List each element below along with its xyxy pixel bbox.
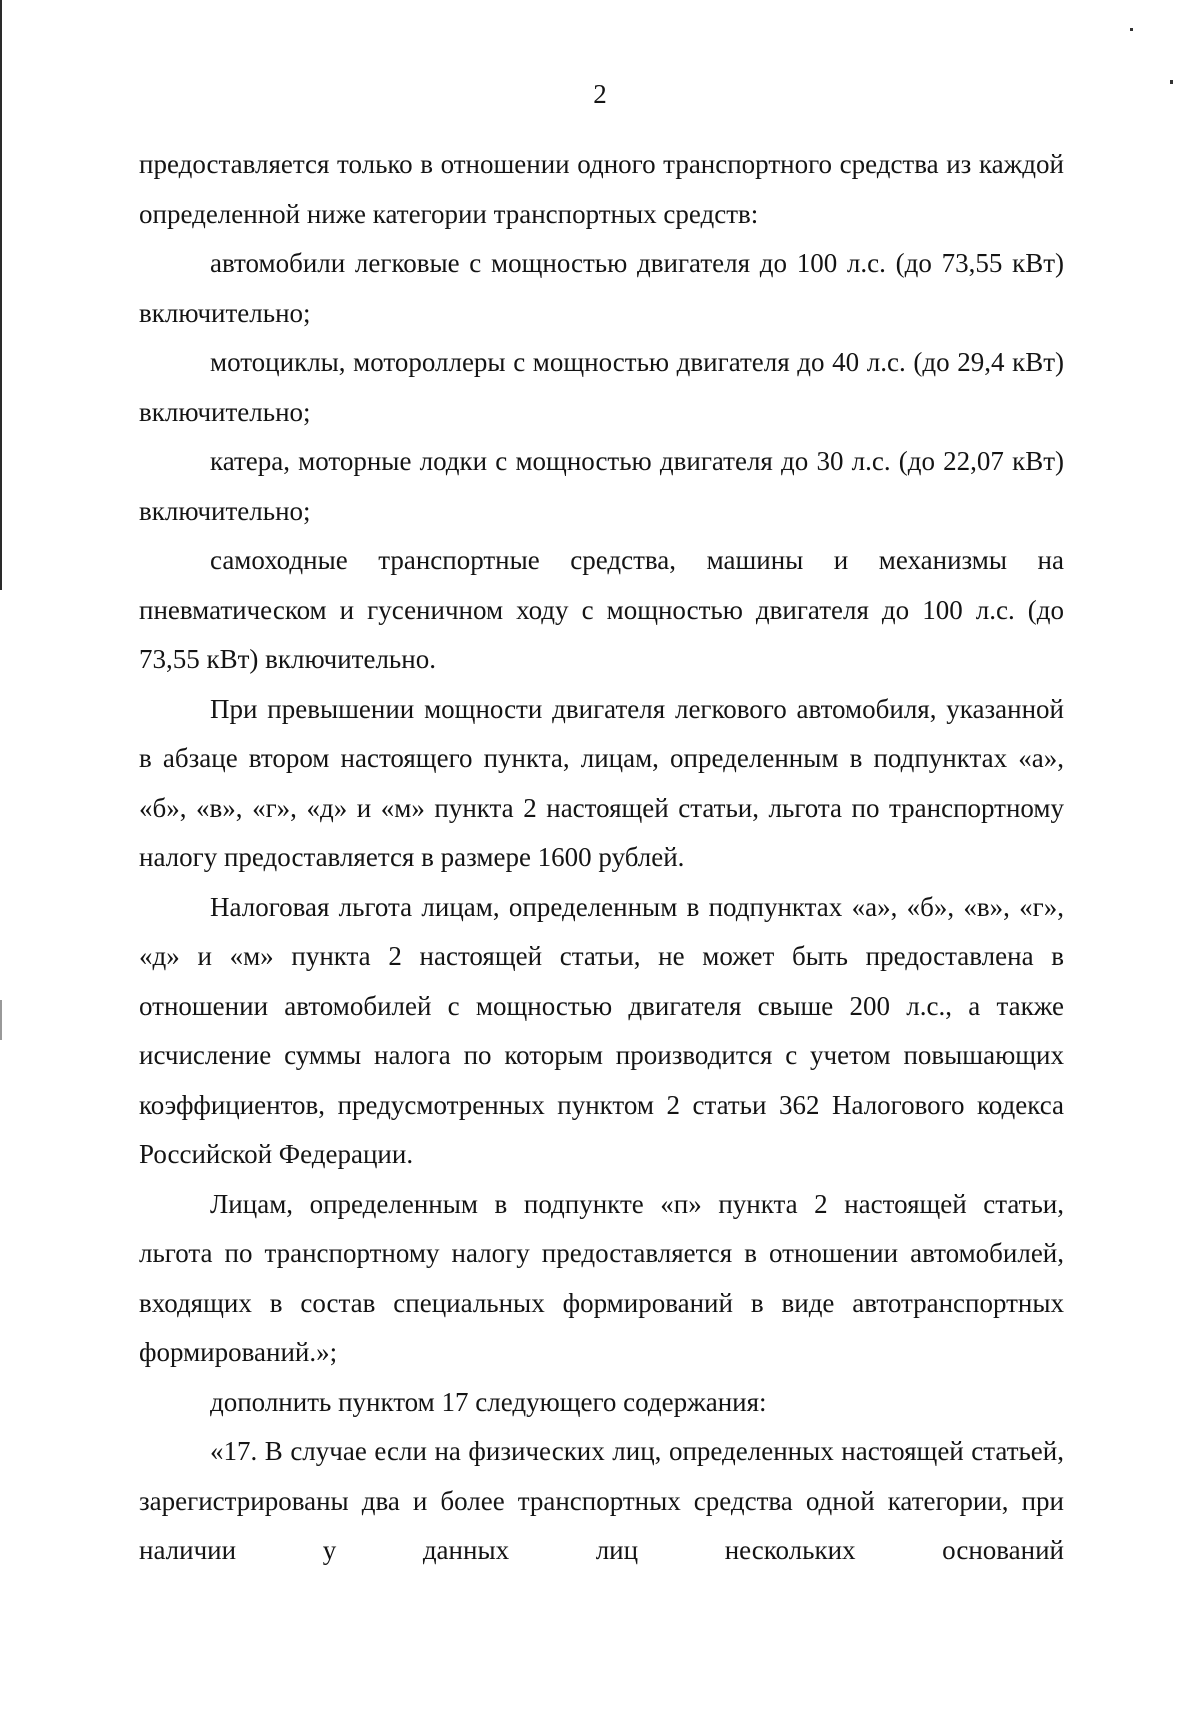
scan-speck xyxy=(1130,28,1133,31)
paragraph: «17. В случае если на физических лиц, определенных настоящей статьей, зарегистрированы два и более транспортных средства одной категории, при наличии у данных лиц нескольких оснований xyxy=(139,1436,1064,1565)
paragraph: мотоциклы, мотороллеры с мощностью двигателя до 40 л.с. (до 29,4 кВт) включительно; xyxy=(139,347,1064,427)
paragraph: дополнить пунктом 17 следующего содержания: xyxy=(210,1386,767,1417)
scan-speck xyxy=(0,1000,2,1040)
paragraph: предоставляется только в отношении одного транспортного средства из каждой определенной ниже категории транспортных средств: xyxy=(139,149,1064,229)
paragraph: Налоговая льгота лицам, определенным в подпунктах «а», «б», «в», «г», «д» и «м» пункта 2 настоящей статьи, не может быть предоставлена в отношении автомобилей с мощностью двигателя свыше 200 л.с., а также исчисление суммы налога по которым производится с учетом повышающих коэффициентов, предусмотренных пунктом 2 статьи 362 Налогового кодекса Российской Федерации. xyxy=(139,891,1064,1169)
document-body xyxy=(139,140,1064,1576)
paragraph: При превышении мощности двигателя легкового автомобиля, указанной в абзаце втором настоящего пункта, лицам, определенным в подпунктах «а», «б», «в», «г», «д» и «м» пункта 2 настоящей статьи, льгота по транспортному налогу предоставляется в размере 1600 рублей. xyxy=(139,693,1064,872)
page-number: 2 xyxy=(593,79,607,109)
paragraph: автомобили легковые с мощностью двигателя до 100 л.с. (до 73,55 кВт) включительно; xyxy=(139,248,1064,328)
paragraph: катера, моторные лодки с мощностью двигателя до 30 л.с. (до 22,07 кВт) включительно; xyxy=(139,446,1064,526)
paragraph: самоходные транспортные средства, машины и механизмы на пневматическом и гусеничном ходу с мощностью двигателя до 100 л.с. (до 73,55 кВт) включительно. xyxy=(139,545,1064,674)
paragraph: Лицам, определенным в подпункте «п» пункта 2 настоящей статьи, льгота по транспортному налогу предоставляется в отношении автомобилей, входящих в состав специальных формирований в виде автотранспортных формирований.»; xyxy=(139,1188,1064,1367)
